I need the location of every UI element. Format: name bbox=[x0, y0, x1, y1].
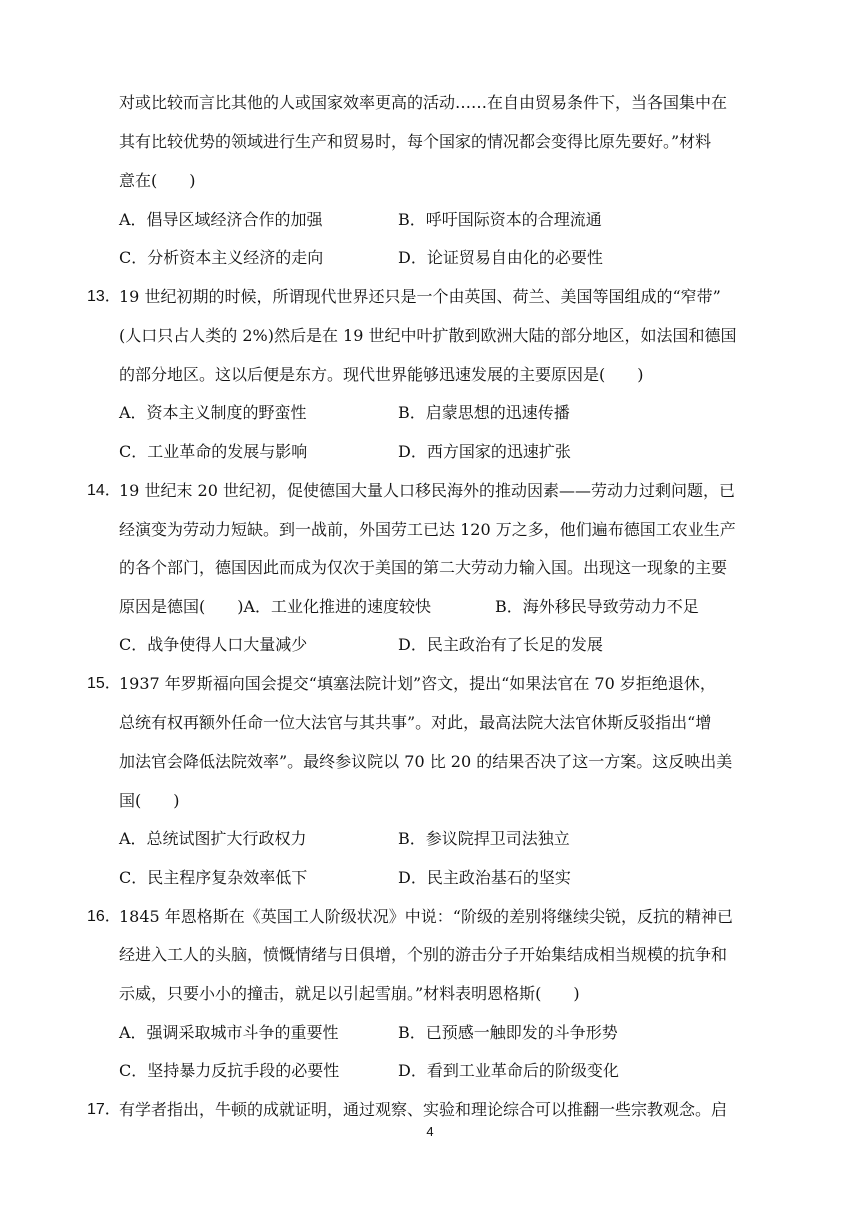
question-number: 15． bbox=[87, 675, 121, 692]
option-d: D．民主政治基石的坚实 bbox=[398, 868, 571, 887]
option-a: A．倡导区域经济合作的加强 bbox=[119, 210, 323, 229]
question-number: 13． bbox=[87, 288, 121, 305]
intro-line: 意在( ) bbox=[119, 171, 196, 190]
question-text-line: 原因是德国( )A．工业化推进的速度较快 B．海外移民导致劳动力不足 bbox=[119, 597, 699, 616]
option-d: D．看到工业革命后的阶级变化 bbox=[398, 1061, 619, 1080]
page-number: 4 bbox=[426, 1124, 434, 1139]
option-b: B．呼吁国际资本的合理流通 bbox=[398, 210, 602, 229]
option-c: C．民主程序复杂效率低下 bbox=[119, 868, 308, 887]
question-text-line: 有学者指出，牛顿的成就证明，通过观察、实验和理论综合可以推翻一些宗教观念。启 bbox=[119, 1100, 728, 1119]
option-c: C．工业革命的发展与影响 bbox=[119, 442, 308, 461]
option-d: D．民主政治有了长足的发展 bbox=[398, 635, 603, 654]
question-text-line: 的部分地区。这以后便是东方。现代世界能够迅速发展的主要原因是( ) bbox=[119, 365, 644, 384]
question-text-line: 1937 年罗斯福向国会提交“填塞法院计划”咨文，提出“如果法官在 70 岁拒绝退休， bbox=[119, 674, 716, 693]
question-text-line: 示威，只要小小的撞击，就足以引起雪崩。”材料表明恩格斯( ) bbox=[119, 984, 580, 1003]
option-c: C．分析资本主义经济的走向 bbox=[119, 248, 324, 267]
question-number: 14． bbox=[87, 482, 121, 499]
question-text-line: 经进入工人的头脑，愤慨情绪与日俱增，个别的游击分子开始集结成相当规模的抗争和 bbox=[119, 945, 728, 964]
question-text-line: 19 世纪初期的时候，所谓现代世界还只是一个由英国、荷兰、美国等国组成的“窄带” bbox=[119, 287, 721, 306]
option-a: A．总统试图扩大行政权力 bbox=[119, 829, 307, 848]
question-text-line: (人口只占人类的 2%)然后是在 19 世纪中叶扩散到欧洲大陆的部分地区，如法国和德国 bbox=[119, 326, 737, 345]
question-text-line: 19 世纪末 20 世纪初，促使德国大量人口移民海外的推动因素——劳动力过剩问题，已 bbox=[119, 481, 735, 500]
question-text-line: 国( ) bbox=[119, 791, 180, 810]
option-d: D．论证贸易自由化的必要性 bbox=[398, 248, 603, 267]
intro-line: 其有比较优势的领域进行生产和贸易时，每个国家的情况都会变得比原先要好。”材料 bbox=[119, 132, 712, 151]
question-text-line: 经演变为劳动力短缺。到一战前，外国劳工已达 120 万之多，他们遍布德国工农业生产 bbox=[119, 520, 736, 539]
option-b: B．已预感一触即发的斗争形势 bbox=[398, 1023, 618, 1042]
question-number: 17． bbox=[87, 1101, 121, 1118]
question-text-line: 的各个部门，德国因此而成为仅次于美国的第二大劳动力输入国。出现这一现象的主要 bbox=[119, 558, 728, 577]
intro-line: 对或比较而言比其他的人或国家效率更高的活动……在自由贸易条件下，当各国集中在 bbox=[119, 93, 728, 112]
question-number: 16． bbox=[87, 908, 121, 925]
option-d: D．西方国家的迅速扩张 bbox=[398, 442, 571, 461]
option-b: B．参议院捍卫司法独立 bbox=[398, 829, 570, 848]
question-text-line: 1845 年恩格斯在《英国工人阶级状况》中说：“阶级的差别将继续尖锐，反抗的精神已 bbox=[119, 907, 733, 926]
question-text-line: 加法官会降低法院效率”。最终参议院以 70 比 20 的结果否决了这一方案。这反映出美 bbox=[119, 752, 733, 771]
option-a: A．资本主义制度的野蛮性 bbox=[119, 403, 307, 422]
option-c: C．战争使得人口大量减少 bbox=[119, 635, 308, 654]
option-a: A．强调采取城市斗争的重要性 bbox=[119, 1023, 339, 1042]
option-b: B．启蒙思想的迅速传播 bbox=[398, 403, 570, 422]
question-text-line: 总统有权再额外任命一位大法官与其共事”。对此，最高法院大法官休斯反驳指出“增 bbox=[119, 713, 712, 732]
option-c: C．坚持暴力反抗手段的必要性 bbox=[119, 1061, 340, 1080]
